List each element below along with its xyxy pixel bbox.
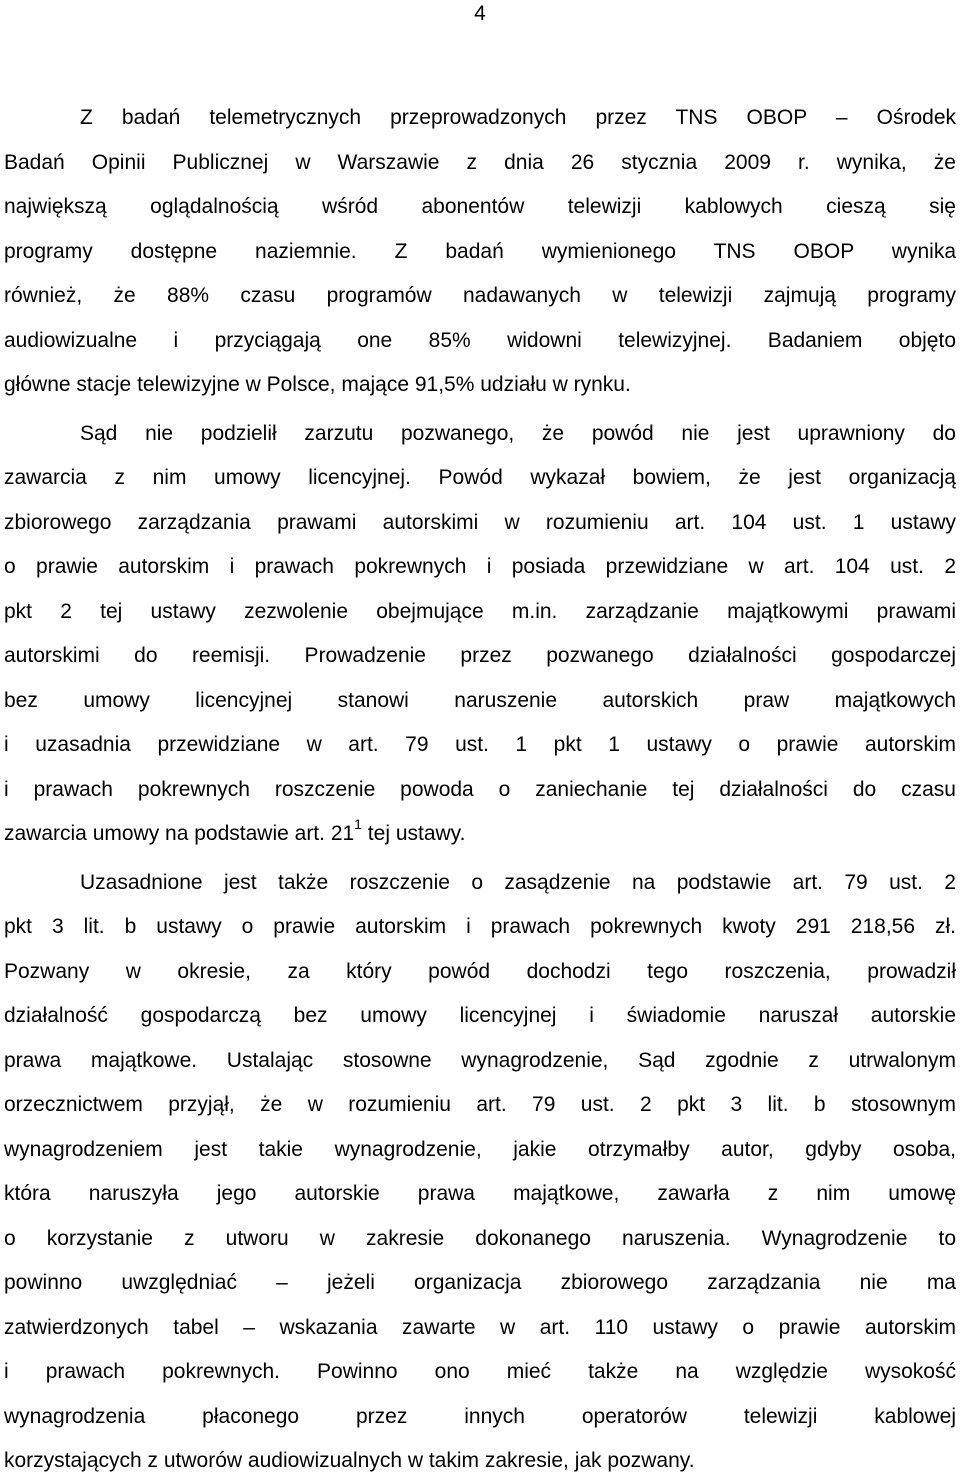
text-line: Uzasadnione jest także roszczenie o zasądzenie na podstawie art. 79 ust. 2 [80, 870, 956, 894]
text-line: prawa majątkowe. Ustalając stosowne wynagrodzenie, Sąd zgodnie z utrwalonym [4, 1048, 956, 1072]
text-segment: zawarcia umowy na podstawie art. 21 [4, 822, 355, 845]
document-body [4, 96, 956, 1484]
text-line: audiowizualne i przyciągają one 85% widowni telewizyjnej. Badaniem objęto [4, 328, 956, 352]
text-line: powinno uwzględniać – jeżeli organizacja zbiorowego zarządzania nie ma [4, 1271, 956, 1294]
text-line: wynagrodzenia płaconego przez innych operatorów telewizji kablowej [4, 1404, 956, 1428]
text-line: korzystających z utworów audiowizualnych w takim zakresie, jak pozwany. [4, 1449, 695, 1472]
page-number: 4 [474, 2, 486, 25]
superscript: 1 [354, 816, 362, 832]
text-line: również, że 88% czasu programów nadawanych w telewizji zajmują programy [4, 284, 956, 307]
text-line: o prawie autorskim i prawach pokrewnych i posiada przewidziane w art. 104 ust. 2 [4, 555, 956, 578]
text-line: bez umowy licencyjnej stanowi naruszenie autorskich praw majątkowych [4, 688, 956, 712]
text-line: i uzasadnia przewidziane w art. 79 ust. 1 pkt 1 ustawy o prawie autorskim [4, 733, 956, 756]
text-line: i prawach pokrewnych roszczenie powoda o zaniechanie tej działalności do czasu [4, 777, 956, 801]
text-line: największą oglądalnością wśród abonentów telewizji kablowych cieszą się [4, 195, 956, 218]
text-line: orzecznictwem przyjął, że w rozumieniu art. 79 ust. 2 pkt 3 lit. b stosownym [4, 1093, 956, 1116]
text-line: pkt 3 lit. b ustawy o prawie autorskim i prawach pokrewnych kwoty 291 218,56 zł. [4, 915, 956, 938]
text-line: Pozwany w okresie, za który powód dochodzi tego roszczenia, prowadził [4, 959, 956, 983]
text-line: i prawach pokrewnych. Powinno ono mieć także na względzie wysokość [4, 1360, 956, 1383]
paragraph-1 [4, 96, 956, 408]
text-line: która naruszyła jego autorskie prawa majątkowe, zawarła z nim umowę [4, 1182, 956, 1205]
text-line: Badań Opinii Publicznej w Warszawie z dnia 26 stycznia 2009 r. wynika, że [4, 150, 956, 174]
text-line: zawarcia z nim umowy licencyjnej. Powód wykazał bowiem, że jest organizacją [4, 466, 956, 489]
paragraph-2 [4, 412, 956, 857]
text-line: zatwierdzonych tabel – wskazania zawarte w art. 110 ustawy o prawie autorskim [4, 1315, 956, 1339]
text-line: Z badań telemetrycznych przeprowadzonych przez TNS OBOP – Ośrodek [80, 106, 956, 129]
text-line: o korzystanie z utworu w zakresie dokonanego naruszenia. Wynagrodzenie to [4, 1226, 956, 1250]
text-line: zbiorowego zarządzania prawami autorskimi w rozumieniu art. 104 ust. 1 ustawy [4, 510, 956, 534]
text-line: Sąd nie podzielił zarzutu pozwanego, że powód nie jest uprawniony do [80, 421, 956, 445]
text-segment: tej ustawy. [361, 822, 466, 845]
paragraph-3 [4, 861, 956, 1484]
text-line: programy dostępne naziemnie. Z badań wymienionego TNS OBOP wynika [4, 239, 956, 263]
text-line: wynagrodzeniem jest takie wynagrodzenie, jakie otrzymałby autor, gdyby osoba, [4, 1137, 956, 1161]
text-line: autorskimi do reemisji. Prowadzenie przez pozwanego działalności gospodarczej [4, 644, 956, 667]
text-line [4, 812, 956, 857]
text-line: działalność gospodarczą bez umowy licencyjnej i świadomie naruszał autorskie [4, 1004, 956, 1027]
text-line: główne stacje telewizyjne w Polsce, mające 91,5% udziału w rynku. [4, 373, 631, 396]
text-line: pkt 2 tej ustawy zezwolenie obejmujące m.in. zarządzanie majątkowymi prawami [4, 599, 956, 623]
